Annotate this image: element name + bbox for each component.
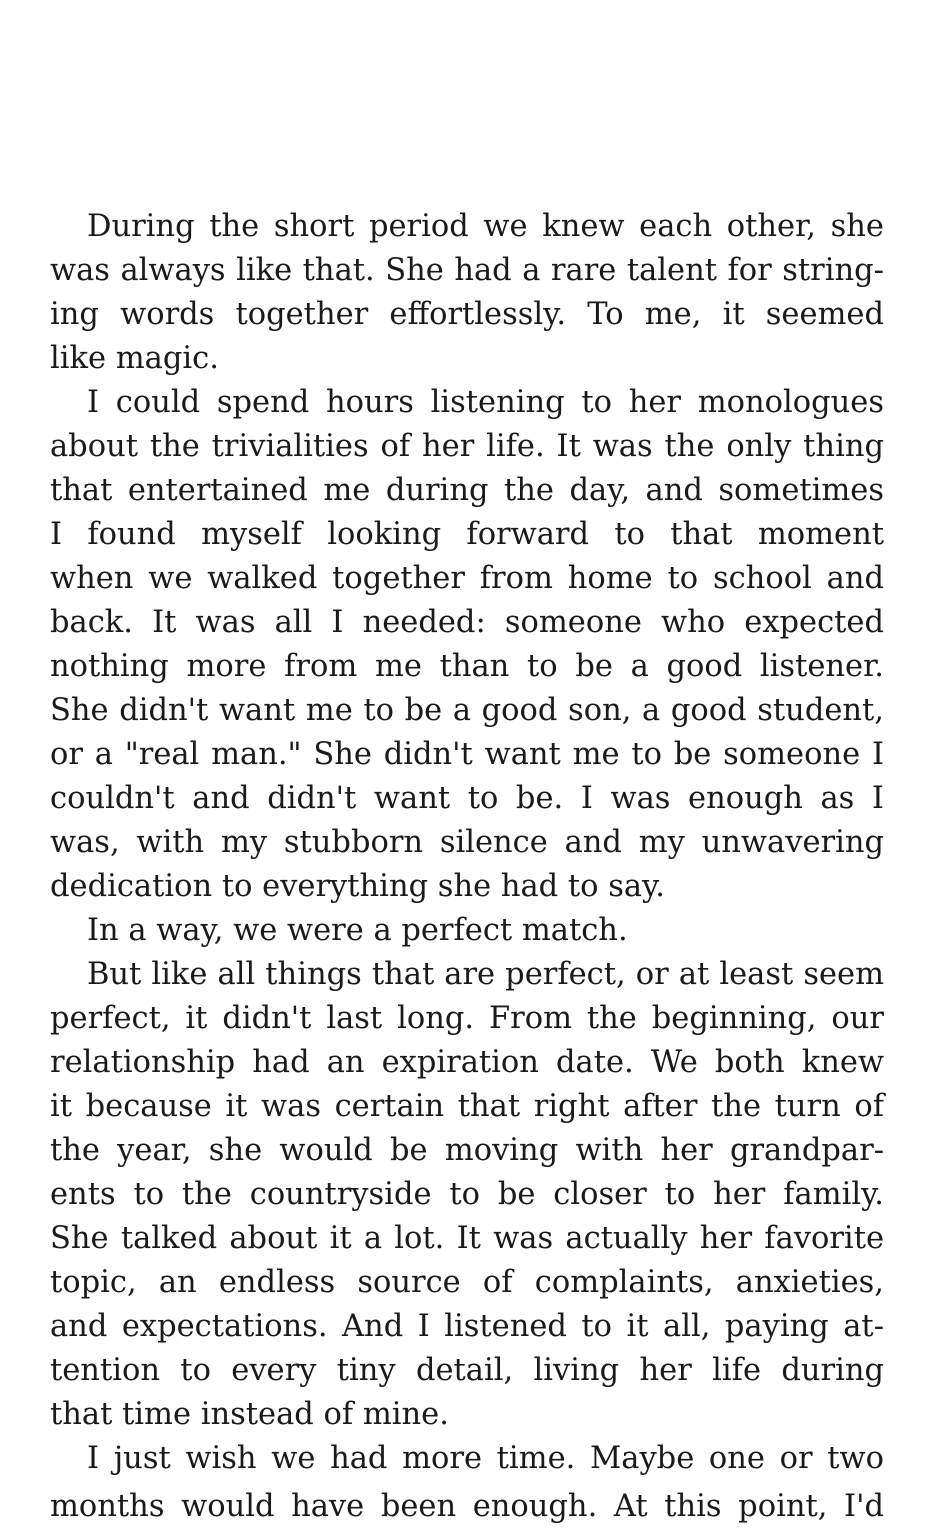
text-line: perfect, it didn't last long. From the beginning, our xyxy=(50,1001,884,1036)
text-line: or a "real man." She didn't want me to be someone I xyxy=(50,737,884,772)
text-line: I could spend hours listening to her monologues xyxy=(87,385,884,420)
text-line: In a way, we were a perfect match. xyxy=(87,913,628,948)
text-line: During the short period we knew each other, she xyxy=(87,209,884,244)
paragraph xyxy=(50,953,884,1437)
text-line: tention to every tiny detail, living her life during xyxy=(50,1353,884,1388)
cutoff-text-line: months would have been enough. At this point, I'd xyxy=(50,1489,884,1524)
text-line: that time instead of mine. xyxy=(50,1397,449,1432)
text-line: She talked about it a lot. It was actually her favorite xyxy=(50,1221,884,1256)
text-line: ing words together effortlessly. To me, it seemed xyxy=(50,297,884,332)
text-line: She didn't want me to be a good son, a good student, xyxy=(50,693,884,728)
text-line: back. It was all I needed: someone who expected xyxy=(50,605,884,640)
text-line: and expectations. And I listened to it all, paying at- xyxy=(50,1309,884,1344)
text-line: dedication to everything she had to say. xyxy=(50,869,665,904)
text-line: But like all things that are perfect, or at least seem xyxy=(87,957,884,992)
reading-page xyxy=(50,205,884,1481)
text-line: I found myself looking forward to that moment xyxy=(50,517,884,552)
text-line: was always like that. She had a rare talent for string- xyxy=(50,253,884,288)
text-line: couldn't and didn't want to be. I was enough as I xyxy=(50,781,884,816)
paragraph xyxy=(50,1437,884,1481)
paragraph xyxy=(50,381,884,909)
text-line: like magic. xyxy=(50,341,219,376)
paragraph xyxy=(50,909,884,953)
text-line: about the trivialities of her life. It was the only thing xyxy=(50,429,884,464)
text-line: relationship had an expiration date. We both knew xyxy=(50,1045,884,1080)
text-line: that entertained me during the day, and sometimes xyxy=(50,473,884,508)
paragraph xyxy=(50,205,884,381)
text-line: nothing more from me than to be a good listener. xyxy=(50,649,884,684)
text-line: I just wish we had more time. Maybe one or two xyxy=(87,1441,884,1476)
text-line: was, with my stubborn silence and my unwavering xyxy=(50,825,884,860)
text-line: when we walked together from home to school and xyxy=(50,561,884,596)
text-line: ents to the countryside to be closer to her family. xyxy=(50,1177,884,1212)
text-line: topic, an endless source of complaints, anxieties, xyxy=(50,1265,884,1300)
text-line: the year, she would be moving with her grandpar- xyxy=(50,1133,884,1168)
text-line: it because it was certain that right after the turn of xyxy=(50,1089,884,1124)
